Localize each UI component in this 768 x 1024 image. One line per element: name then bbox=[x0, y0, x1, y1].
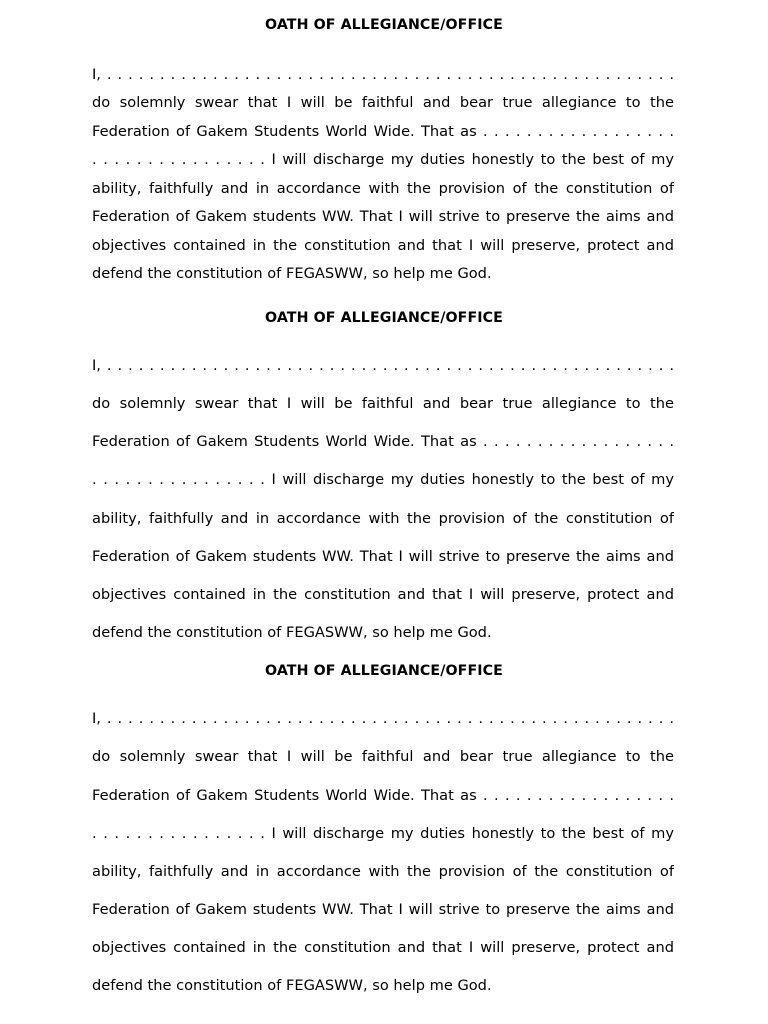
oath-line: do solemnly swear that I will be faithful and bear true allegiance to the bbox=[92, 94, 674, 111]
oath-line: Federation of Gakem students WW. That I will strive to preserve the aims and bbox=[92, 901, 674, 918]
oath-line: I, . . . . . . . . . . . . . . . . . . . . . . . . . . . . . . . . . . . . . . . . . . . . . . . . . . . . . . bbox=[92, 66, 674, 83]
oath-title: OATH OF ALLEGIANCE/OFFICE bbox=[265, 663, 503, 679]
oath-line: Federation of Gakem students WW. That I will strive to preserve the aims and bbox=[92, 548, 674, 565]
oath-line: do solemnly swear that I will be faithful and bear true allegiance to the bbox=[92, 395, 674, 412]
oath-line: Federation of Gakem Students World Wide. That as . . . . . . . . . . . . . . . . . . bbox=[92, 787, 674, 804]
oath-line: Federation of Gakem students WW. That I will strive to preserve the aims and bbox=[92, 208, 674, 225]
oath-title: OATH OF ALLEGIANCE/OFFICE bbox=[265, 310, 503, 326]
oath-line: I, . . . . . . . . . . . . . . . . . . . . . . . . . . . . . . . . . . . . . . . . . . . . . . . . . . . . . . bbox=[92, 710, 674, 727]
oath-line: I, . . . . . . . . . . . . . . . . . . . . . . . . . . . . . . . . . . . . . . . . . . . . . . . . . . . . . . bbox=[92, 357, 674, 374]
oath-line: objectives contained in the constitution and that I will preserve, protect and bbox=[92, 237, 674, 254]
oath-line: do solemnly swear that I will be faithful and bear true allegiance to the bbox=[92, 748, 674, 765]
oath-line: Federation of Gakem Students World Wide. That as . . . . . . . . . . . . . . . . . . bbox=[92, 123, 674, 140]
oath-line: objectives contained in the constitution and that I will preserve, protect and bbox=[92, 586, 674, 603]
oath-line: ability, faithfully and in accordance with the provision of the constitution of bbox=[92, 863, 674, 880]
oath-line: Federation of Gakem Students World Wide. That as . . . . . . . . . . . . . . . . . . bbox=[92, 433, 674, 450]
oath-line: . . . . . . . . . . . . . . . . I will discharge my duties honestly to the best of my bbox=[92, 825, 674, 842]
oath-line: . . . . . . . . . . . . . . . . I will discharge my duties honestly to the best of my bbox=[92, 151, 674, 168]
oath-line: . . . . . . . . . . . . . . . . I will discharge my duties honestly to the best of my bbox=[92, 471, 674, 488]
oath-line: defend the constitution of FEGASWW, so help me God. bbox=[92, 265, 492, 282]
oath-line: defend the constitution of FEGASWW, so help me God. bbox=[92, 624, 492, 641]
oath-line: ability, faithfully and in accordance with the provision of the constitution of bbox=[92, 510, 674, 527]
oath-line: objectives contained in the constitution and that I will preserve, protect and bbox=[92, 939, 674, 956]
oath-line: defend the constitution of FEGASWW, so help me God. bbox=[92, 977, 492, 994]
oath-title: OATH OF ALLEGIANCE/OFFICE bbox=[265, 17, 503, 33]
oath-line: ability, faithfully and in accordance with the provision of the constitution of bbox=[92, 180, 674, 197]
